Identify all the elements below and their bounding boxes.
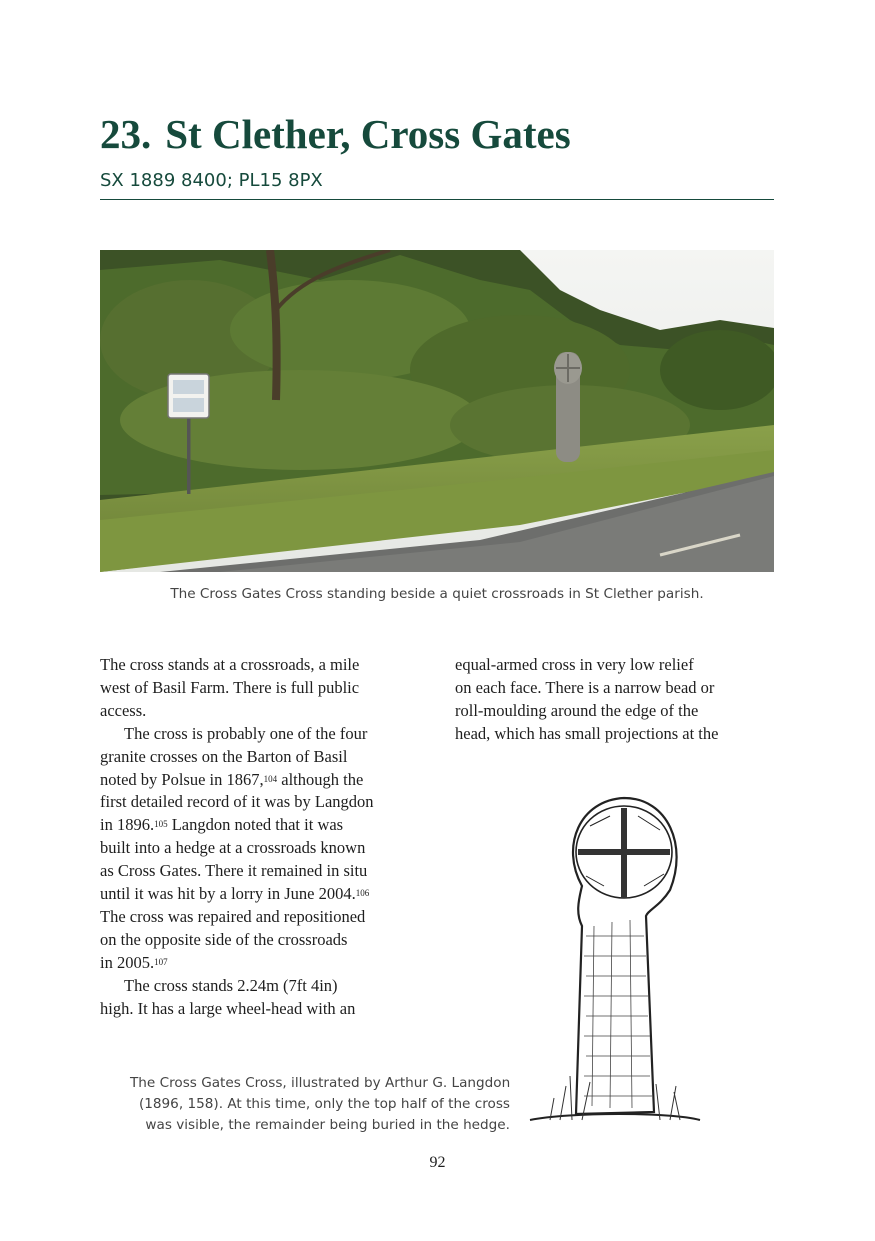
body-column-left <box>100 654 430 1021</box>
footnote-ref[interactable]: 104 <box>263 773 278 784</box>
grid-reference: SX 1889 8400; PL15 8PX <box>100 170 323 191</box>
text-line: The cross is probably one of the four <box>124 723 368 743</box>
text-line: roll-moulding around the edge of the <box>455 700 699 720</box>
cross-photo <box>100 250 774 572</box>
chapter-title <box>100 110 571 158</box>
text-line: equal-armed cross in very low relief <box>455 655 694 674</box>
footnote-ref[interactable]: 105 <box>154 819 168 830</box>
cross-sketch-illustration <box>520 786 710 1136</box>
photo-illustration <box>100 250 774 572</box>
text-line: granite crosses on the Barton of Basil <box>100 746 348 766</box>
text-fragment: in 1896. <box>100 815 155 835</box>
text-line <box>100 769 430 792</box>
cross-drawing <box>520 786 710 1136</box>
text-line <box>100 814 430 837</box>
caption-line: The Cross Gates Cross, illustrated by Arthur G. Langdon <box>130 1075 511 1091</box>
text-line: on each face. There is a narrow bead or <box>455 677 715 697</box>
caption-line: was visible, the remainder being buried in the hedge. <box>145 1117 510 1133</box>
drawing-caption <box>130 1073 510 1136</box>
text-fragment: noted by Polsue in 1867, <box>100 769 264 789</box>
text-line: first detailed record of it was by Langdon <box>100 792 374 812</box>
caption-line: (1896, 158). At this time, only the top half of the cross <box>138 1096 510 1112</box>
footnote-ref[interactable]: 107 <box>154 956 168 967</box>
text-line: as Cross Gates. There it remained in situ <box>100 861 368 881</box>
chapter-number: 23. <box>100 111 152 157</box>
text-line: The cross was repaired and repositioned <box>100 906 366 926</box>
text-line: on the opposite side of the crossroads <box>100 929 348 949</box>
footnote-ref[interactable]: 106 <box>355 888 370 899</box>
heading-divider <box>100 199 774 200</box>
text-line: access. <box>100 700 147 720</box>
text-fragment: in 2005. <box>100 952 155 972</box>
text-line: built into a hedge at a crossroads known <box>100 838 366 858</box>
photo-caption: The Cross Gates Cross standing beside a quiet crossroads in St Clether parish. <box>170 586 704 602</box>
text-line <box>100 952 430 975</box>
text-line: The cross stands at a crossroads, a mile <box>100 655 360 674</box>
body-column-right <box>455 654 775 746</box>
text-line: high. It has a large wheel-head with an <box>100 998 356 1018</box>
page-number: 92 <box>429 1154 446 1171</box>
text-line: The cross stands 2.24m (7ft 4in) <box>124 975 338 995</box>
text-line: head, which has small projections at the <box>455 723 719 743</box>
text-line: west of Basil Farm. There is full public <box>100 677 360 697</box>
chapter-title-text: St Clether, Cross Gates <box>165 111 571 157</box>
text-line <box>100 883 430 906</box>
text-fragment: until it was hit by a lorry in June 2004. <box>100 884 356 904</box>
text-fragment: Langdon noted that it was <box>171 815 344 835</box>
text-fragment: although the <box>281 769 364 789</box>
